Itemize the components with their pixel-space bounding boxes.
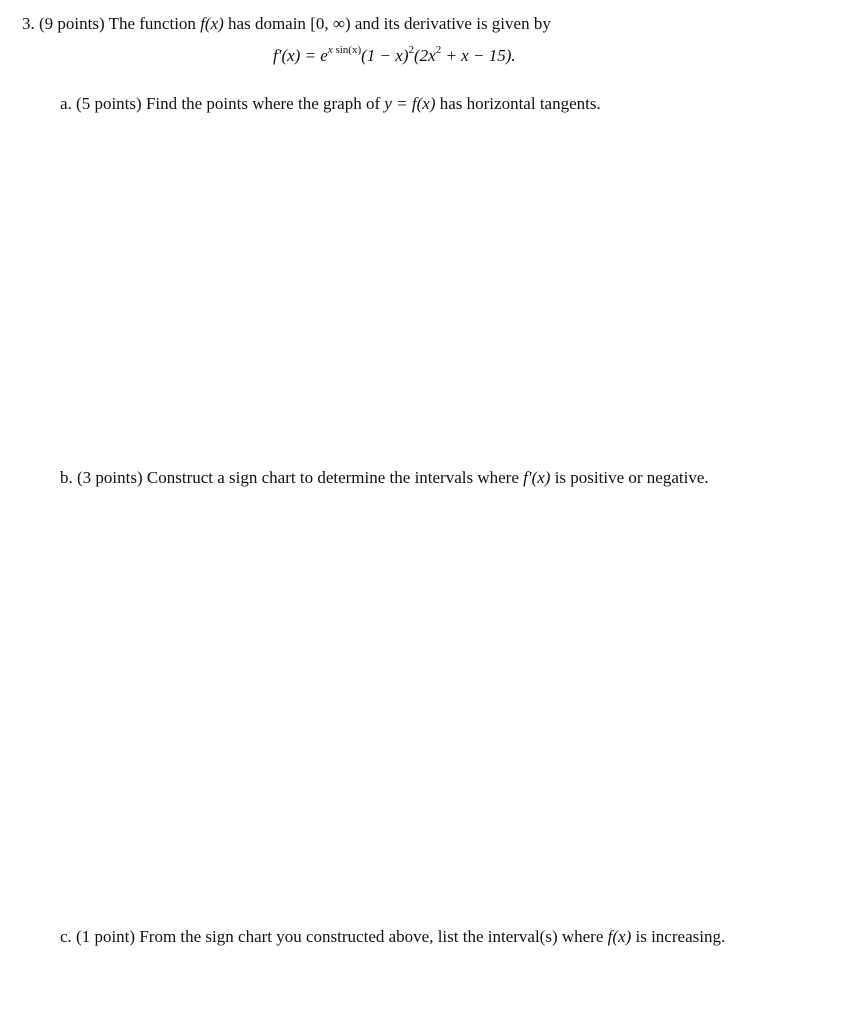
part-c-text-after: is increasing. [635,927,726,946]
question-intro-after: and its derivative is given by [354,14,551,33]
part-c-points: (1 point) [76,927,136,946]
part-a-text-after: has horizontal tangents. [439,94,601,113]
formula-exponent-fn: sin(x) [332,44,362,56]
part-b-text-before: Construct a sign chart to determine the intervals where [146,468,519,487]
part-c-answer-space[interactable] [60,962,820,1017]
part-c-text-before: From the sign chart you constructed above, list the interval(s) where [139,927,604,946]
part-c-label: c. [60,927,72,946]
part-b-points: (3 points) [77,468,143,487]
question-points: (9 points) [39,14,105,33]
formula-factor1-power: 2 [408,44,414,56]
function-symbol: f(x) [200,14,224,33]
formula-factor1: (1 − x) [361,46,409,65]
formula-lhs: f′(x) = [273,46,321,65]
part-b-answer-space[interactable] [60,505,820,905]
question-header [22,14,551,34]
question-number: 3. [22,14,35,33]
formula-factor2-close: + x − 15). [441,46,516,65]
derivative-formula [273,44,516,66]
part-a-answer-space[interactable] [60,130,820,450]
formula-exponent-var: x [327,44,333,56]
question-intro-before: The function [108,14,196,33]
part-b-text-after: is positive or negative. [554,468,709,487]
part-c-prompt [60,927,725,947]
formula-exponent [328,44,361,56]
part-a-points: (5 points) [76,94,142,113]
formula-base: e [320,46,328,65]
part-b-label: b. [60,468,73,487]
domain-interval: [0, ∞) [310,14,351,33]
part-b-expr: f′(x) [523,468,551,487]
part-c-expr: f(x) [607,927,632,946]
part-a-text-before: Find the points where the graph of [145,94,381,113]
part-b-prompt [60,468,709,488]
question-intro-mid: has domain [228,14,306,33]
formula-factor2-open: (2x [413,46,436,65]
formula-factor2-power: 2 [435,44,442,56]
part-a-prompt [60,94,601,114]
part-a-expr: y = f(x) [384,94,436,113]
part-a-label: a. [60,94,72,113]
